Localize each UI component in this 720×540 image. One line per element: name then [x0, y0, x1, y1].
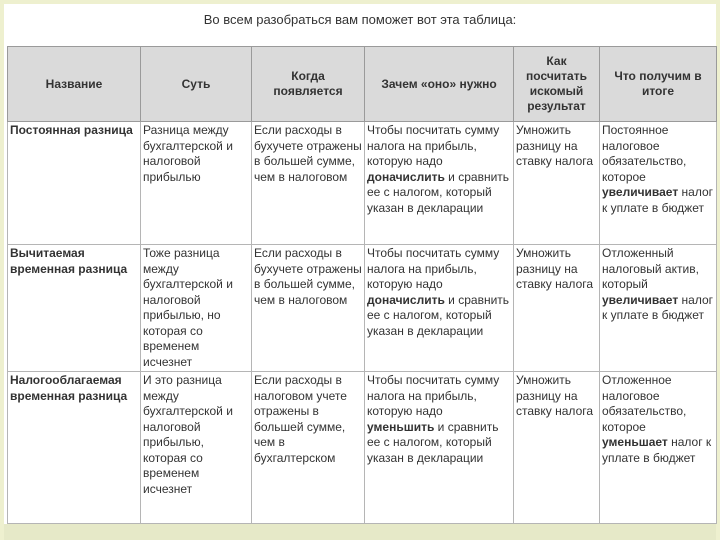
- row-name: Налогооблагаемая временная разница: [8, 372, 141, 524]
- table-row: [8, 245, 717, 372]
- header-when: Когда появляется: [252, 47, 365, 122]
- row-why: Чтобы посчитать сумму налога на прибыль, которую надо доначислить и сравнить ее с налогом, который указан в декларации: [365, 245, 514, 372]
- row-why: Чтобы посчитать сумму налога на прибыль, которую надо доначислить и сравнить ее с налогом, который указан в декларации: [365, 122, 514, 245]
- row-when: Если расходы в бухучете отражены в большей сумме, чем в налоговом: [252, 122, 365, 245]
- row-essence: Тоже разница между бухгалтерской и налоговой прибылью, но которая со временем исчезнет: [141, 245, 252, 372]
- header-name: Название: [8, 47, 141, 122]
- row-essence: И это разница между бухгалтерской и налоговой прибылью, которая со временем исчезнет: [141, 372, 252, 524]
- table-row: [8, 372, 717, 524]
- row-result: Отложенное налоговое обязательство, которое уменьшает налог к уплате в бюджет: [600, 372, 717, 524]
- row-result: Постоянное налоговое обязательство, которое увеличивает налог к уплате в бюджет: [600, 122, 717, 245]
- header-row: [8, 47, 717, 122]
- header-how: Как посчитать искомый результат: [514, 47, 600, 122]
- row-when: Если расходы в бухучете отражены в большей сумме, чем в налоговом: [252, 245, 365, 372]
- caption: Во всем разобраться вам поможет вот эта таблица:: [203, 12, 517, 27]
- row-why: Чтобы посчитать сумму налога на прибыль, которую надо уменьшить и сравнить ее с налогом, который указан в декларации: [365, 372, 514, 524]
- row-how: Умножить разницу на ставку налога: [514, 122, 600, 245]
- row-name: Постоянная разница: [8, 122, 141, 245]
- header-essence: Суть: [141, 47, 252, 122]
- table-row: [8, 122, 717, 245]
- row-name: Вычитаемая временная разница: [8, 245, 141, 372]
- row-how: Умножить разницу на ставку налога: [514, 372, 600, 524]
- header-why: Зачем «оно» нужно: [365, 47, 514, 122]
- row-result: Отложенный налоговый актив, который увеличивает налог к уплате в бюджет: [600, 245, 717, 372]
- bottom-band: [0, 524, 720, 540]
- tax-differences-table: [7, 46, 717, 524]
- row-when: Если расходы в налоговом учете отражены в большей сумме, чем в бухгалтерском: [252, 372, 365, 524]
- header-result: Что получим в итоге: [600, 47, 717, 122]
- row-how: Умножить разницу на ставку налога: [514, 245, 600, 372]
- row-essence: Разница между бухгалтерской и налоговой прибылью: [141, 122, 252, 245]
